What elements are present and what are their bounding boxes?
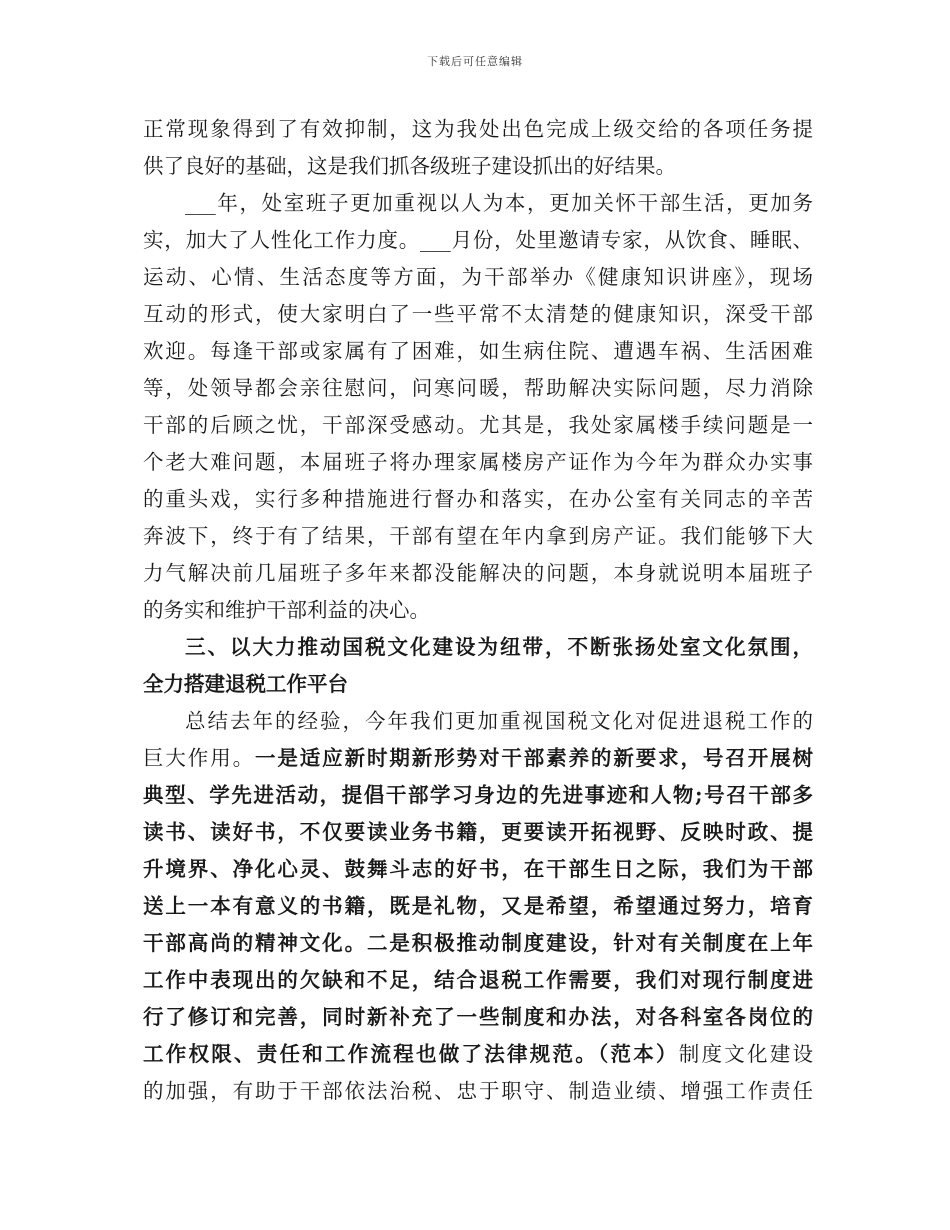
text-span: 制度文化建设 (678, 1042, 813, 1066)
text-line: 力气解决前几届班子多年来都没能解决的问题，本身就说明本届班子 (143, 561, 813, 585)
text-line: 干部的后顾之忧，干部深受感动。尤其是，我处家属楼手续问题是一 (143, 413, 813, 437)
text-line (143, 740, 813, 777)
text-line: 总结去年的经验，今年我们更加重视国税文化对促进退税工作的 (185, 709, 813, 733)
text-line: 的加强，有助于干部依法治税、忠于职守、制造业绩、增强工作责任 (143, 1079, 813, 1103)
text-line: 典型、学先进活动，提倡干部学习身边的先进事迹和人物;号召干部多 (143, 783, 813, 807)
section-heading: 全力搭建退税工作平台 (143, 672, 348, 696)
text-line: 的务实和维护干部利益的决心。 (143, 598, 430, 622)
page-header: 下载后可任意编辑 (427, 55, 523, 68)
text-line: 读书、读好书，不仅要读业务书籍，更要读开拓视野、反映时政、提 (143, 820, 813, 844)
text-line: 实，加大了人性化工作力度。___月份，处里邀请专家，从饮食、睡眠、 (143, 228, 813, 252)
text-line: 工作中表现出的欠缺和不足，结合退税工作需要，我们对现行制度进 (143, 968, 813, 992)
text-line: 供了良好的基础，这是我们抓各级班子建设抓出的好结果。 (143, 154, 676, 178)
text-line: 互动的形式，使大家明白了一些平常不太清楚的健康知识，深受干部 (143, 302, 813, 326)
section-heading: 三、以大力推动国税文化建设为纽带，不断张扬处室文化氛围， (185, 635, 813, 659)
text-line: ___年，处室班子更加重视以人为本，更加关怀干部生活，更加务 (185, 191, 813, 215)
text-line: 个老大难问题，本届班子将办理家属楼房产证作为今年为群众办实事 (143, 450, 813, 474)
document-body (143, 111, 813, 1110)
text-line: 奔波下，终于有了结果，干部有望在年内拿到房产证。我们能够下大 (143, 524, 813, 548)
text-line: 送上一本有意义的书籍，既是礼物，又是希望，希望通过努力，培育 (143, 894, 813, 918)
bold-text-span: 工作权限、责任和工作流程也做了法律规范。（范本） (143, 1042, 679, 1066)
text-line: 运动、心情、生活态度等方面，为干部举办《健康知识讲座》，现场 (143, 265, 813, 289)
text-line: 行了修订和完善，同时新补充了一些制度和办法，对各科室各岗位的 (143, 1005, 813, 1029)
text-line: 正常现象得到了有效抑制，这为我处出色完成上级交给的各项任务提 (143, 117, 813, 141)
text-line: 欢迎。每逢干部或家属有了困难，如生病住院、遭遇车祸、生活困难 (143, 339, 813, 363)
text-line: 的重头戏，实行多种措施进行督办和落实，在办公室有关同志的辛苦 (143, 487, 813, 511)
bold-text-span: 一是适应新时期新形势对干部素养的新要求，号召开展树 (254, 746, 813, 770)
text-line (143, 1036, 813, 1073)
text-span: 巨大作用。 (143, 746, 255, 770)
text-line: 升境界、净化心灵、鼓舞斗志的好书，在干部生日之际，我们为干部 (143, 857, 813, 881)
text-line: 干部高尚的精神文化。二是积极推动制度建设，针对有关制度在上年 (143, 931, 813, 955)
text-line: 等，处领导都会亲往慰问，问寒问暖，帮助解决实际问题，尽力消除 (143, 376, 813, 400)
